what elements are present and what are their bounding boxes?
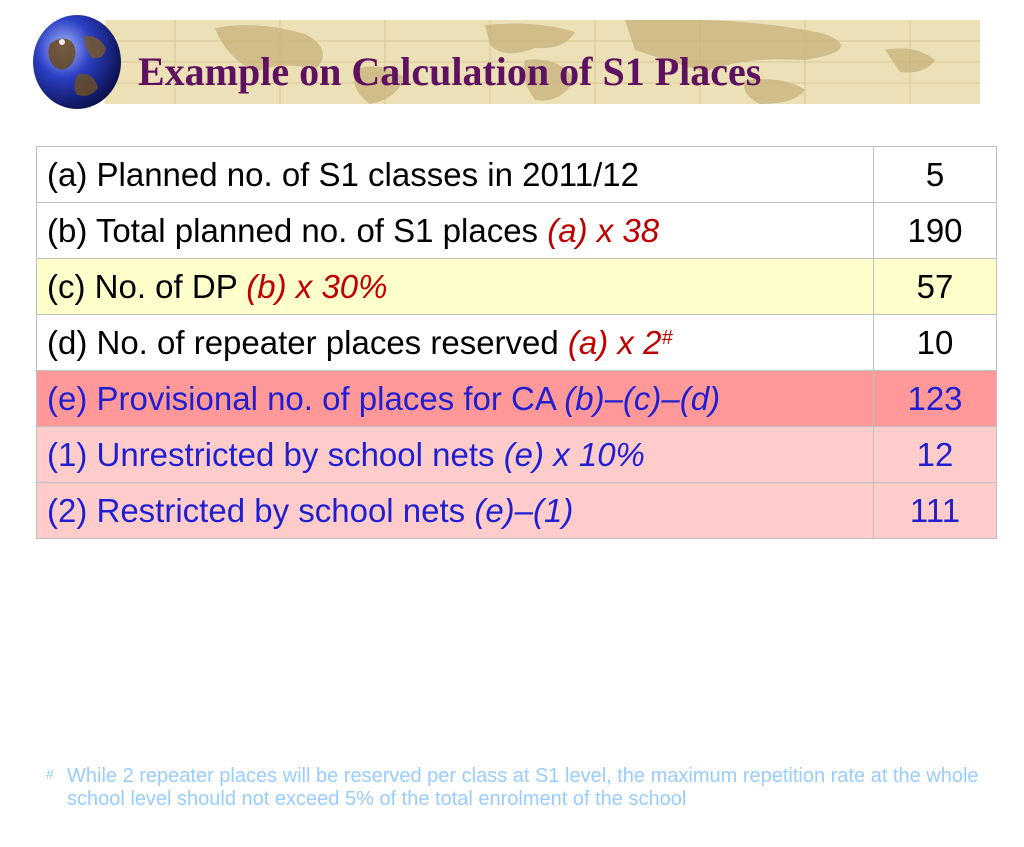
- row-formula: (a) x 2: [567, 323, 662, 361]
- row-label: [37, 483, 874, 539]
- table-row: [37, 203, 997, 259]
- table-row: [37, 147, 997, 203]
- row-label: [37, 371, 874, 427]
- table-row: [37, 315, 997, 371]
- footnote-mark: #: [46, 766, 54, 782]
- row-label-text: (c) No. of DP: [47, 267, 247, 305]
- row-label-text: (b) Total planned no. of S1 places: [47, 211, 548, 249]
- slide-title: Example on Calculation of S1 Places: [138, 49, 762, 94]
- table-row: [37, 259, 997, 315]
- row-value: 123: [874, 371, 997, 427]
- row-label: [37, 427, 874, 483]
- row-label: [37, 315, 874, 371]
- row-label-text: (a) Planned no. of S1 classes in 2011/12: [47, 155, 639, 193]
- row-label: [37, 147, 874, 203]
- row-value: 10: [874, 315, 997, 371]
- row-label-text: (2) Restricted by school nets: [47, 491, 475, 529]
- row-label: [37, 259, 874, 315]
- row-formula: (e) x 10%: [503, 435, 645, 473]
- row-value: 190: [874, 203, 997, 259]
- table-row: [37, 427, 997, 483]
- table-row: [37, 483, 997, 539]
- row-value: 57: [874, 259, 997, 315]
- row-formula: (e)–(1): [474, 491, 574, 529]
- row-value: 12: [874, 427, 997, 483]
- calculation-table: [36, 146, 997, 539]
- row-formula: (b) x 30%: [246, 267, 388, 305]
- row-value: 111: [874, 483, 997, 539]
- row-formula: (b)–(c)–(d): [564, 379, 721, 417]
- footnote-mark: #: [661, 326, 673, 349]
- footnote: [46, 765, 986, 811]
- row-label-text: (1) Unrestricted by school nets: [47, 435, 504, 473]
- globe-icon: [32, 14, 122, 110]
- footnote-text: While 2 repeater places will be reserved per class at S1 level, the maximum repetition rate at the whole school level should not exceed 5% of the total enrolment of the school: [67, 765, 979, 810]
- row-label-text: (e) Provisional no. of places for CA: [47, 379, 565, 417]
- row-formula: (a) x 38: [547, 211, 660, 249]
- row-label-text: (d) No. of repeater places reserved: [47, 323, 568, 361]
- table-row: [37, 371, 997, 427]
- row-label: [37, 203, 874, 259]
- row-value: 5: [874, 147, 997, 203]
